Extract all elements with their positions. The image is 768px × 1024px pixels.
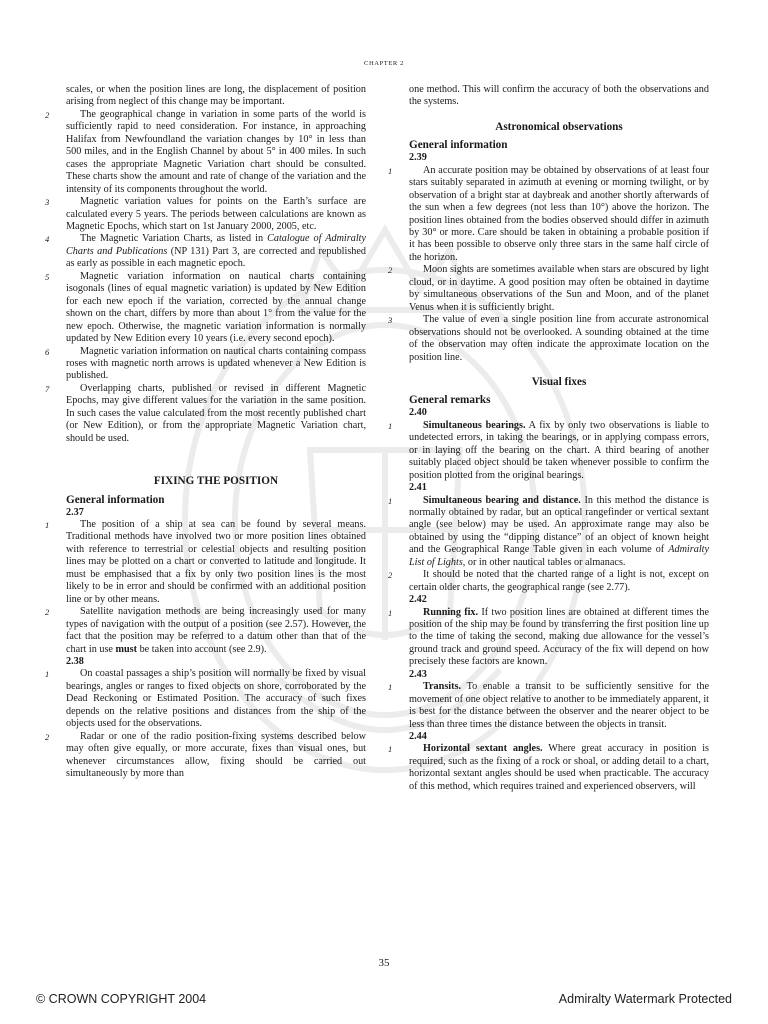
- section-number: 2.42: [409, 594, 427, 606]
- paragraph: [388, 164, 709, 265]
- paragraph: [45, 108, 366, 196]
- paragraph-text: Where great accuracy in position is required, such as the fixing of a rock or shoal, or adding detail to a chart, horizontal sextant angles should be used when practicable. The accuracy of this method, which requires trained and experienced observers, will: [409, 743, 709, 792]
- section-number: 2.38: [66, 655, 84, 667]
- bold-term: Transits.: [423, 681, 462, 693]
- paragraph: [45, 382, 366, 445]
- paragraph: [45, 668, 366, 730]
- paragraph: [388, 743, 709, 793]
- right-column: [388, 84, 709, 793]
- paragraph-number: 2: [45, 109, 50, 120]
- paragraph-text: To enable a transit to be sufficiently sensitive for the movement of one object relative to another to be immediately apparent, it is best for the distance between the observer and the nearer object to be less than three times the distance between the objects in transit.: [409, 681, 709, 730]
- page-number: 35: [378, 957, 390, 969]
- bold-term: Simultaneous bearing and distance.: [423, 494, 581, 506]
- subsection-heading: General information: [66, 493, 165, 506]
- section-number: 2.39: [409, 152, 427, 164]
- paragraph-number: 1: [388, 420, 393, 431]
- paragraph-number: 1: [388, 682, 393, 693]
- paragraph-text: The position of a ship at sea can be found by several means. Traditional methods have involved two or more position lines obtained with reference to terrestrial or celestial objects and resulting position lines may be plotted on a chart or converted to latitude and longitude. It must be emphasised that a fix by only two position lines is the most likely to be in error and should be confirmed with an additional position line or by other means.: [66, 519, 366, 605]
- section-number: 2.37: [66, 506, 84, 518]
- paragraph-text: On coastal passages a ship’s position will normally be fixed by visual bearings, angles or ranges to fixed objects on shore, corroborated by the Dead Reckoning or Estimated Position. The accuracy of such fixes depends on the relative positions and distances from the ship of the objects used for the observations.: [66, 668, 366, 730]
- paragraph: [45, 196, 366, 233]
- copyright-footer: © CROWN COPYRIGHT 2004: [36, 992, 207, 1006]
- paragraph: [45, 606, 366, 656]
- paragraph-text: The Magnetic Variation Charts, as listed in: [80, 233, 268, 245]
- section-number: 2.40: [409, 407, 427, 419]
- paragraph: [45, 270, 366, 346]
- section-number: 2.43: [409, 668, 427, 680]
- paragraph-number: 1: [45, 669, 50, 680]
- section-heading: Visual fixes: [531, 376, 587, 389]
- paragraph-text: Magnetic variation information on nautical charts containing compass roses with magnetic north arrows is updated whenever a New Edition is published.: [66, 345, 366, 382]
- paragraph: [388, 314, 709, 364]
- paragraph-number: 2: [388, 570, 393, 581]
- paragraph-number: 7: [45, 383, 50, 394]
- section-number: 2.44: [409, 731, 427, 743]
- paragraph-number: 1: [388, 165, 393, 176]
- paragraph: [409, 84, 709, 109]
- paragraph-number: 5: [45, 271, 50, 282]
- paragraph-number: 1: [388, 607, 393, 618]
- paragraph-number: 6: [45, 346, 50, 357]
- subsection-heading: General information: [409, 139, 508, 152]
- paragraph-text: A fix by only two observations is liable to undetected errors, in taking the bearings, or in applying compass errors, or in laying off the bearing on the chart. A third bearing of another suitably placed object should be taken whenever possible to confirm the position plotted from the original bearings.: [409, 419, 709, 481]
- paragraph-text: be taken into account (see 2.9).: [137, 643, 267, 655]
- paragraph: [388, 419, 709, 482]
- paragraph: [45, 730, 366, 781]
- paragraph-text: In this method the distance is normally obtained by radar, but an optical rangefinder or vertical sextant angle (see below) may be used. An approximate range may also be obtained by using the “dipping distance” of an object of known height and the Geographical Range Table given in each volume of: [409, 494, 709, 556]
- paragraph-number: 2: [45, 731, 50, 742]
- paragraph-text: Radar or one of the radio position-fixing systems described below may often give equally, or more accurate, fixes than visual ones, but whenever circumstances allow, fixing should be carried out simultaneously by more than: [66, 730, 366, 780]
- paragraph-text: scales, or when the position lines are long, the displacement of position arising from neglect of this change may be important.: [66, 84, 366, 108]
- paragraph-text: The geographical change in variation in some parts of the world is sufficiently rapid to need consideration. For instance, in approaching Halifax from Newfoundland the variation changes by 10° in less than 500 miles, and in the English Channel by about 5° in 400 miles. In such cases the appropriate Magnetic Variation chart should be consulted. These charts show the amount and rate of change of the variation and the intensity of its components throughout the world.: [66, 108, 366, 195]
- paragraph-text: Magnetic variation values for points on the Earth’s surface are calculated every 5 years. The periods between calculations are known as Magnetic Epochs, which start on 1st January 2000, 2005, etc.: [66, 196, 366, 232]
- paragraph-text: one method. This will confirm the accuracy of both the observations and the systems.: [409, 84, 709, 108]
- paragraph-text: (NP 131) Part 3, are corrected and republished as early as possible in each magnetic epoch.: [66, 245, 366, 270]
- paragraph-number: 1: [388, 744, 393, 755]
- italic-title: Catalogue of Admiralty Charts and Publications: [66, 233, 367, 257]
- paragraph: [45, 345, 366, 383]
- watermark-notice-footer: Admiralty Watermark Protected: [558, 992, 732, 1006]
- left-column: [45, 84, 367, 780]
- paragraph-number: 3: [45, 197, 50, 208]
- paragraph-number: 3: [388, 315, 393, 326]
- paragraph: [388, 681, 709, 731]
- bold-term: Horizontal sextant angles.: [423, 743, 543, 755]
- subsection-heading: General remarks: [409, 394, 491, 407]
- paragraph-text: Moon sights are sometimes available when stars are obscured by light cloud, or in daytime. A good position may often be obtained in daytime by simultaneous observations of the Sun and Moon, and of the planet Venus when it is sufficiently bright.: [409, 264, 709, 313]
- bold-term: Running fix.: [423, 606, 479, 618]
- paragraph: [388, 494, 709, 570]
- paragraph-number: 1: [388, 495, 393, 506]
- section-heading: Astronomical observations: [495, 120, 623, 133]
- paragraph-text: , or in other nautical tables or almanacs.: [462, 556, 626, 568]
- running-head: CHAPTER 2: [364, 60, 404, 67]
- section-heading: FIXING THE POSITION: [153, 475, 279, 488]
- paragraph: [388, 264, 709, 314]
- section-number: 2.41: [409, 482, 427, 494]
- paragraph: [66, 84, 366, 109]
- paragraph-number: 2: [388, 265, 393, 276]
- paragraph: [45, 519, 366, 606]
- paragraph: [45, 233, 367, 270]
- paragraph-number: 1: [45, 520, 50, 530]
- italic-title: Admiralty List of Lights: [409, 544, 709, 568]
- paragraph: [388, 606, 709, 669]
- paragraph-text: If two position lines are obtained at different times the position of the ship may be found by transferring the first position line up to the time of taking the second, making due allowance for the vessel’s ground track and ground speed. Accuracy of the fix will depend on how precisely these factors are known.: [409, 606, 709, 668]
- bold-term: Simultaneous bearings.: [423, 419, 526, 431]
- paragraph-text: Overlapping charts, published or revised in different Magnetic Epochs, may give different values for the variation in the same position. In such cases the value calculated from the most recently published chart (or New Edition), or from the appropriate Magnetic Variation chart, should be used.: [66, 382, 366, 444]
- bold-term: must: [115, 643, 138, 655]
- paragraph-text: An accurate position may be obtained by observations of at least four stars suitably separated in azimuth at evening or morning twilight, or by observation of a bright star at daybreak and another shortly afterwards of the sun when a few degrees (not less than 10°) above the horizon. The position lines obtained from the bodies observed should differ in azimuth by 30° or more. Care should be taken in obtaining a probable position if it has been possible to observe only three stars in the same half circle of the horizon.: [409, 164, 709, 263]
- paragraph: [388, 569, 709, 594]
- paragraph-text: Satellite navigation methods are being increasingly used for many types of navigation with the output of a position (see 2.57). However, the fact that the position may be referred to a datum other than that of the chart in use: [66, 606, 366, 655]
- paragraph-text: It should be noted that the charted range of a light is not, except on certain older charts, the geographical range (see 2.77).: [409, 569, 709, 593]
- paragraph-text: The value of even a single position line from accurate astronomical observations should not be overlooked. A sounding obtained at the time of the observation may often indicate the approximate location on the position line.: [409, 314, 709, 363]
- paragraph-number: 4: [45, 234, 50, 245]
- paragraph-number: 2: [45, 607, 50, 618]
- paragraph-text: Magnetic variation information on nautical charts containing isogonals (lines of equal magnetic variation) is updated by New Edition for each new epoch if the variation, corrected by the annual change shown on the chart, differs by more than about 1° from the value for the new epoch. Otherwise, the magnetic variation information is normally updated by New Edition every 10 years (i.e. every second epoch).: [66, 270, 366, 345]
